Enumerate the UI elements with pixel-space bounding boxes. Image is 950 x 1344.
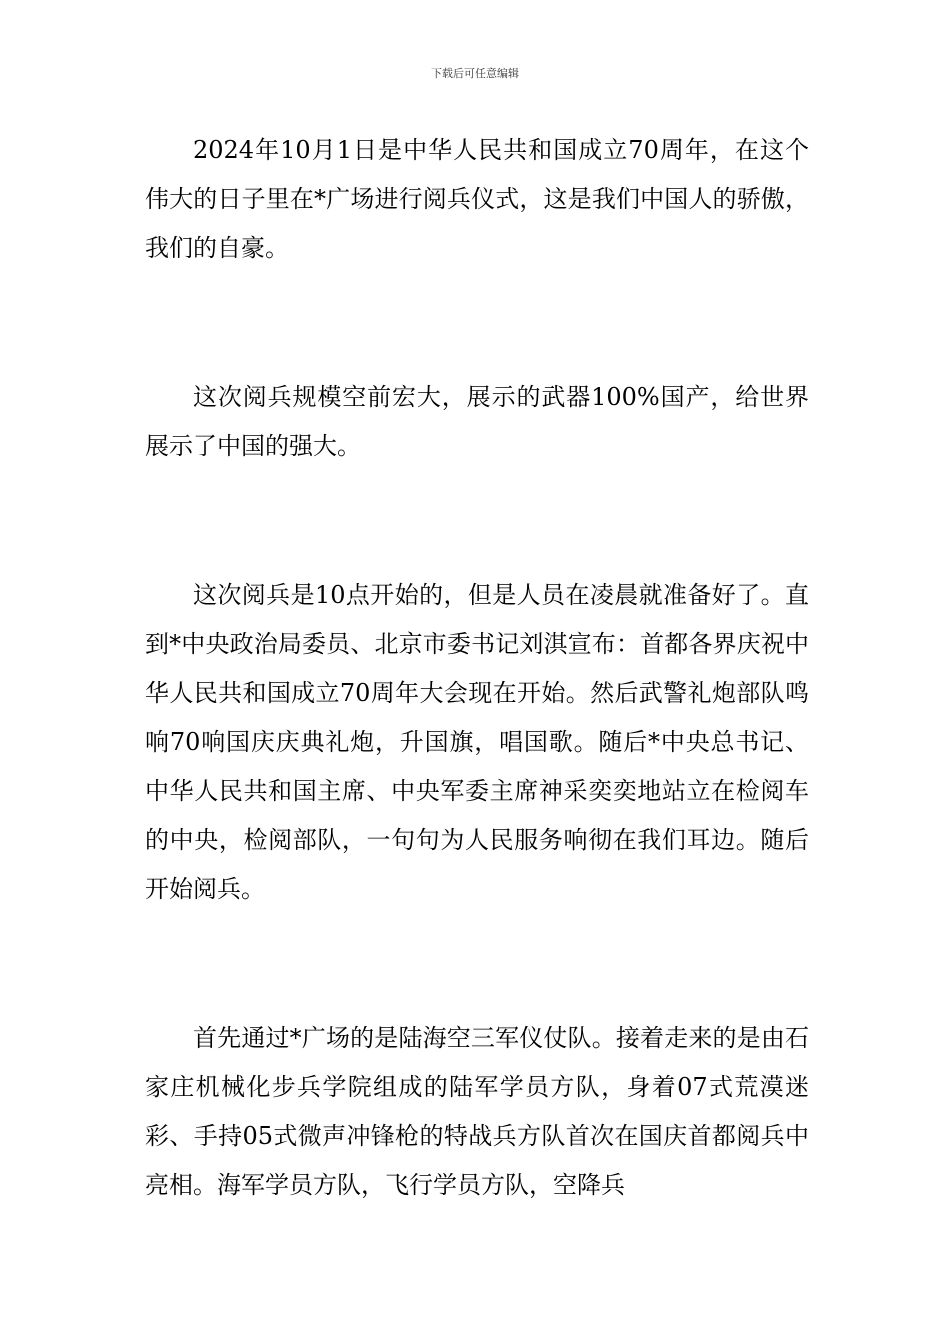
paragraph-4: 首先通过*广场的是陆海空三军仪仗队。接着走来的是由石家庄机械化步兵学院组成的陆军学员方队，身着07式荒漠迷彩、手持05式微声冲锋枪的特战兵方队首次在国庆首都阅兵中亮相。海军学员方队，飞行学员方队，空降兵 xyxy=(145,1024,809,1199)
paragraph-1: 2024年10月1日是中华人民共和国成立70周年，在这个伟大的日子里在*广场进行阅兵仪式，这是我们中国人的骄傲，我们的自豪。 xyxy=(145,136,809,262)
document-body xyxy=(145,126,809,1210)
page-header: 下载后可任意编辑 xyxy=(431,67,519,80)
paragraph-2: 这次阅兵规模空前宏大，展示的武器100%国产，给世界展示了中国的强大。 xyxy=(145,383,809,460)
paragraph-gap xyxy=(145,914,809,1014)
paragraph-gap xyxy=(145,471,809,571)
paragraph-3: 这次阅兵是10点开始的，但是人员在凌晨就准备好了。直到*中央政治局委员、北京市委书记刘淇宣布：首都各界庆祝中华人民共和国成立70周年大会现在开始。然后武警礼炮部队鸣响70响国庆庆典礼炮，升国旗，唱国歌。随后*中央总书记、中华人民共和国主席、中央军委主席神采奕奕地站立在检阅车的中央，检阅部队，一句句为人民服务响彻在我们耳边。随后开始阅兵。 xyxy=(145,581,809,903)
paragraph-gap xyxy=(145,273,809,373)
